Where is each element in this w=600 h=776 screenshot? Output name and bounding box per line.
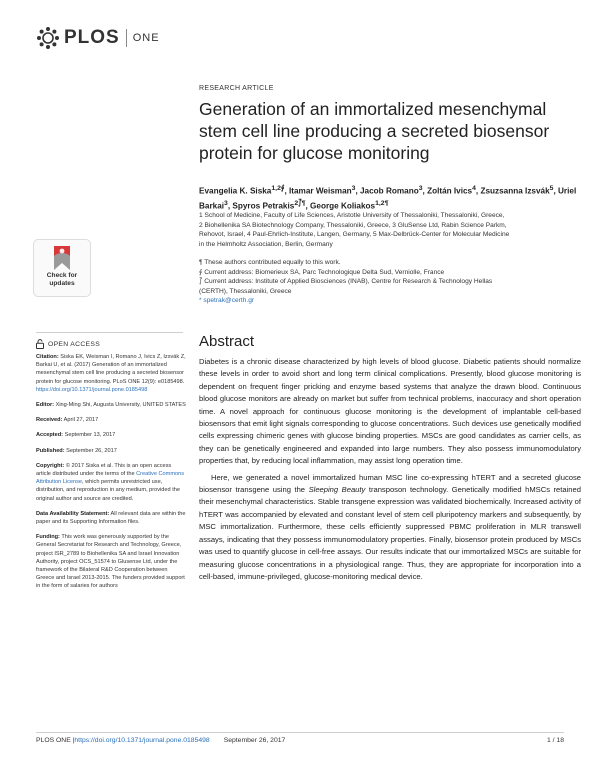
check-for-updates-button[interactable]	[33, 239, 91, 297]
author-affil: 3	[418, 185, 423, 192]
funding-block	[36, 533, 186, 590]
bookmark-icon	[52, 244, 72, 272]
open-access-badge	[36, 339, 100, 349]
author-name[interactable]: , Jacob Romano	[355, 186, 419, 196]
received-date: April 27, 2017	[62, 417, 99, 424]
footer-doi-link[interactable]: https://doi.org/10.1371/journal.pone.0185498	[74, 737, 210, 744]
affiliation-line: in the Helmholtz Association, Berlin, Germany	[199, 240, 333, 248]
accepted-block	[36, 431, 186, 439]
footer-journal: PLOS ONE |	[36, 737, 75, 744]
copyright-text: , which permits unrestricted use, distribution, and reproduction in any medium, provided the original author and source are credited.	[36, 479, 180, 502]
data-availability-text: All relevant data are within the paper and its Supporting Information files.	[36, 510, 186, 526]
editor-text: Xing-Ming Shi, Augusta University, UNITED STATES	[54, 402, 186, 409]
published-date: September 26, 2017	[64, 447, 117, 454]
page-footer	[36, 737, 564, 744]
abstract-heading: Abstract	[199, 333, 255, 350]
plos-dots-icon	[36, 26, 60, 50]
abstract-text: transposon technology. Genetically modified hMSCs retained their mesenchymal characteristics. Stable transgene expression was validated biochemically. Increased activity of hTERT was accompanied by elevated and constant level of stem cell pluripotency markers and subsequently, by MSC immortalization. Furthermore, these cells efficiently suppressed PBMC proliferation in MLR transwell assays, indicating that they possess immunomodulatory properties. Finally, biosensor protein produced by MSCs was used to quantify glucose in cell-free assays. Our results indicate that our immortalized MSCs are suitable for measuring glucose concentrations in a physiological range. Thus, they are appropriate for incorporation into a cell-based, immune-privileged, glucose-monitoring medical device.	[199, 485, 581, 581]
affiliation-line: Rehovot, Israel, 4 Paul-Ehrlich-Institute, Langen, Germany, 5 Max-Delbrück-Center for Molecular Medicine	[199, 231, 510, 239]
author-affil: 5	[549, 185, 554, 192]
copyright-label: Copyright:	[36, 462, 65, 469]
abstract-body	[199, 356, 581, 587]
received-label: Received:	[36, 417, 63, 424]
affiliations	[199, 211, 579, 249]
license-link[interactable]: Creative Commons Attribution License	[36, 471, 184, 486]
author-affil: 3	[224, 199, 228, 207]
author-name[interactable]: , Uriel Barkai	[199, 186, 577, 211]
author-name[interactable]: Evangelia K. Siska	[199, 186, 272, 196]
accepted-date: September 13, 2017	[63, 432, 116, 439]
footer-date: September 26, 2017	[223, 737, 286, 744]
published-label: Published:	[36, 447, 65, 454]
open-access-label: OPEN ACCESS	[48, 340, 101, 348]
article-metadata	[36, 353, 186, 598]
note-line: ⨛ Current address: Institute of Applied Biosciences (INAB), Centre for Research & Technology Hellas	[199, 278, 493, 286]
sidebar-divider	[36, 332, 183, 333]
author-affil: 1,2¶	[375, 199, 389, 207]
editor-block	[36, 401, 186, 409]
data-availability-label: Data Availability Statement:	[36, 510, 110, 517]
open-lock-icon	[36, 339, 44, 349]
note-line: ⨚ Current address: Biomerieux SA, Parc Technologique Delta Sud, Verniolle, France	[199, 268, 445, 276]
author-name[interactable]: , Zsuzsanna Izsvák	[475, 186, 550, 196]
author-notes	[199, 258, 579, 306]
article-title: Generation of an immortalized mesenchymal stem cell line producing a secreted biosensor protein for glucose monitoring	[199, 99, 550, 163]
article-type: RESEARCH ARTICLE	[199, 85, 274, 92]
note-line: (CERTH), Thessaloniki, Greece	[199, 287, 292, 295]
citation-text: Siska EK, Weisman I, Romano J, Ivics Z, Izsvák Z, Barkai U, et al. (2017) Generation of an immortalized mesenchymal stem cell line producing a secreted biosensor protein for glucose monitoring. PLoS ONE 12(9): e0185498.	[36, 354, 186, 385]
copyright-block	[36, 462, 186, 503]
author-name[interactable]: , George Koliakos	[305, 201, 376, 211]
published-block	[36, 447, 186, 455]
note-line: ¶ These authors contributed equally to this work.	[199, 259, 341, 266]
copyright-text: © 2017 Siska et al. This is an open access article distributed under the terms of the	[36, 462, 172, 478]
page-number: 1 / 18	[546, 737, 564, 744]
accepted-label: Accepted:	[36, 432, 64, 439]
citation-label: Citation:	[36, 354, 59, 360]
funding-text: This work was generously supported by the General Secretariat for Research and Technology, Greece, project ISR_2789 to Biohellenika SA and Israel Innovation Authority, project OCS_51574 to Glusense Ltd, under the framework of the Bilateral R&D Cooperation between Greece and Israel 2013-2015. The funders provided support in the form of salaries for authors	[36, 534, 185, 590]
citation-block	[36, 353, 186, 394]
abstract-italic: Sleeping Beauty	[308, 485, 366, 495]
check-line: Check for	[46, 272, 78, 279]
corresponding-email-link[interactable]: * spetrak@certh.gr	[199, 297, 255, 305]
journal-name: ONE	[132, 32, 160, 44]
logo-divider	[126, 29, 127, 47]
author-affil: 3	[351, 185, 356, 192]
author-affil: 2⨛¶	[294, 199, 306, 207]
citation-doi-link[interactable]: https://doi.org/10.1371/journal.pone.0185498	[36, 386, 148, 393]
affiliation-line: 1 School of Medicine, Faculty of Life Sciences, Aristotle University of Thessaloniki, Thessaloniki, Greece,	[199, 212, 505, 219]
abstract-paragraph	[199, 472, 581, 584]
editor-label: Editor:	[36, 402, 55, 409]
check-for-updates-label	[34, 272, 90, 287]
author-name[interactable]: , Zoltán Ivics	[422, 186, 473, 196]
brand-name: PLOS	[64, 27, 120, 48]
check-line: updates	[49, 279, 75, 287]
abstract-text: Here, we generated a novel immortalized human MSC line co-expressing hTERT and a secreted glucose biosensor transgene using the	[199, 472, 581, 495]
footer-divider	[36, 732, 564, 733]
author-affil: 1,2⨚	[271, 185, 285, 192]
plos-logo[interactable]	[36, 26, 160, 50]
affiliation-line: 2 Biohellenika SA Biotechnology Company, Thessaloniki, Greece, 3 GluSense Ltd, Rabin Science Parkm,	[199, 221, 507, 229]
author-list	[199, 183, 579, 212]
received-block	[36, 416, 186, 424]
abstract-paragraph: Diabetes is a chronic disease characterized by high levels of blood glucose. Diabetic patients should normalize these levels in order to avoid short and long term clinical complications. Presently, blood glucose monitoring is dependent on frequent finger pricking and enzyme based systems that analyze the drawn blood. Continuous blood glucose monitors are already on market but suffer from technical problems, inaccuracy and short operation time. A novel approach for continuous glucose monitoring is the development of implantable cell-based biosensors that emit light signals corresponding to glucose concentrations. Such devices use genetically modified cells expressing chimeric genes with glucose binding properties. MSCs are good candidates as carrier cells, as they can be genetically engineered and expanded into large numbers. They also possess immunomodulatory properties that, by reducing local inflammation, may assist long operation time.	[199, 357, 581, 466]
funding-label: Funding:	[36, 534, 60, 541]
author-name[interactable]: , Spyros Petrakis	[227, 201, 295, 211]
author-name[interactable]: , Itamar Weisman	[284, 186, 352, 196]
data-availability-block	[36, 510, 186, 526]
author-affil: 4	[472, 185, 476, 192]
